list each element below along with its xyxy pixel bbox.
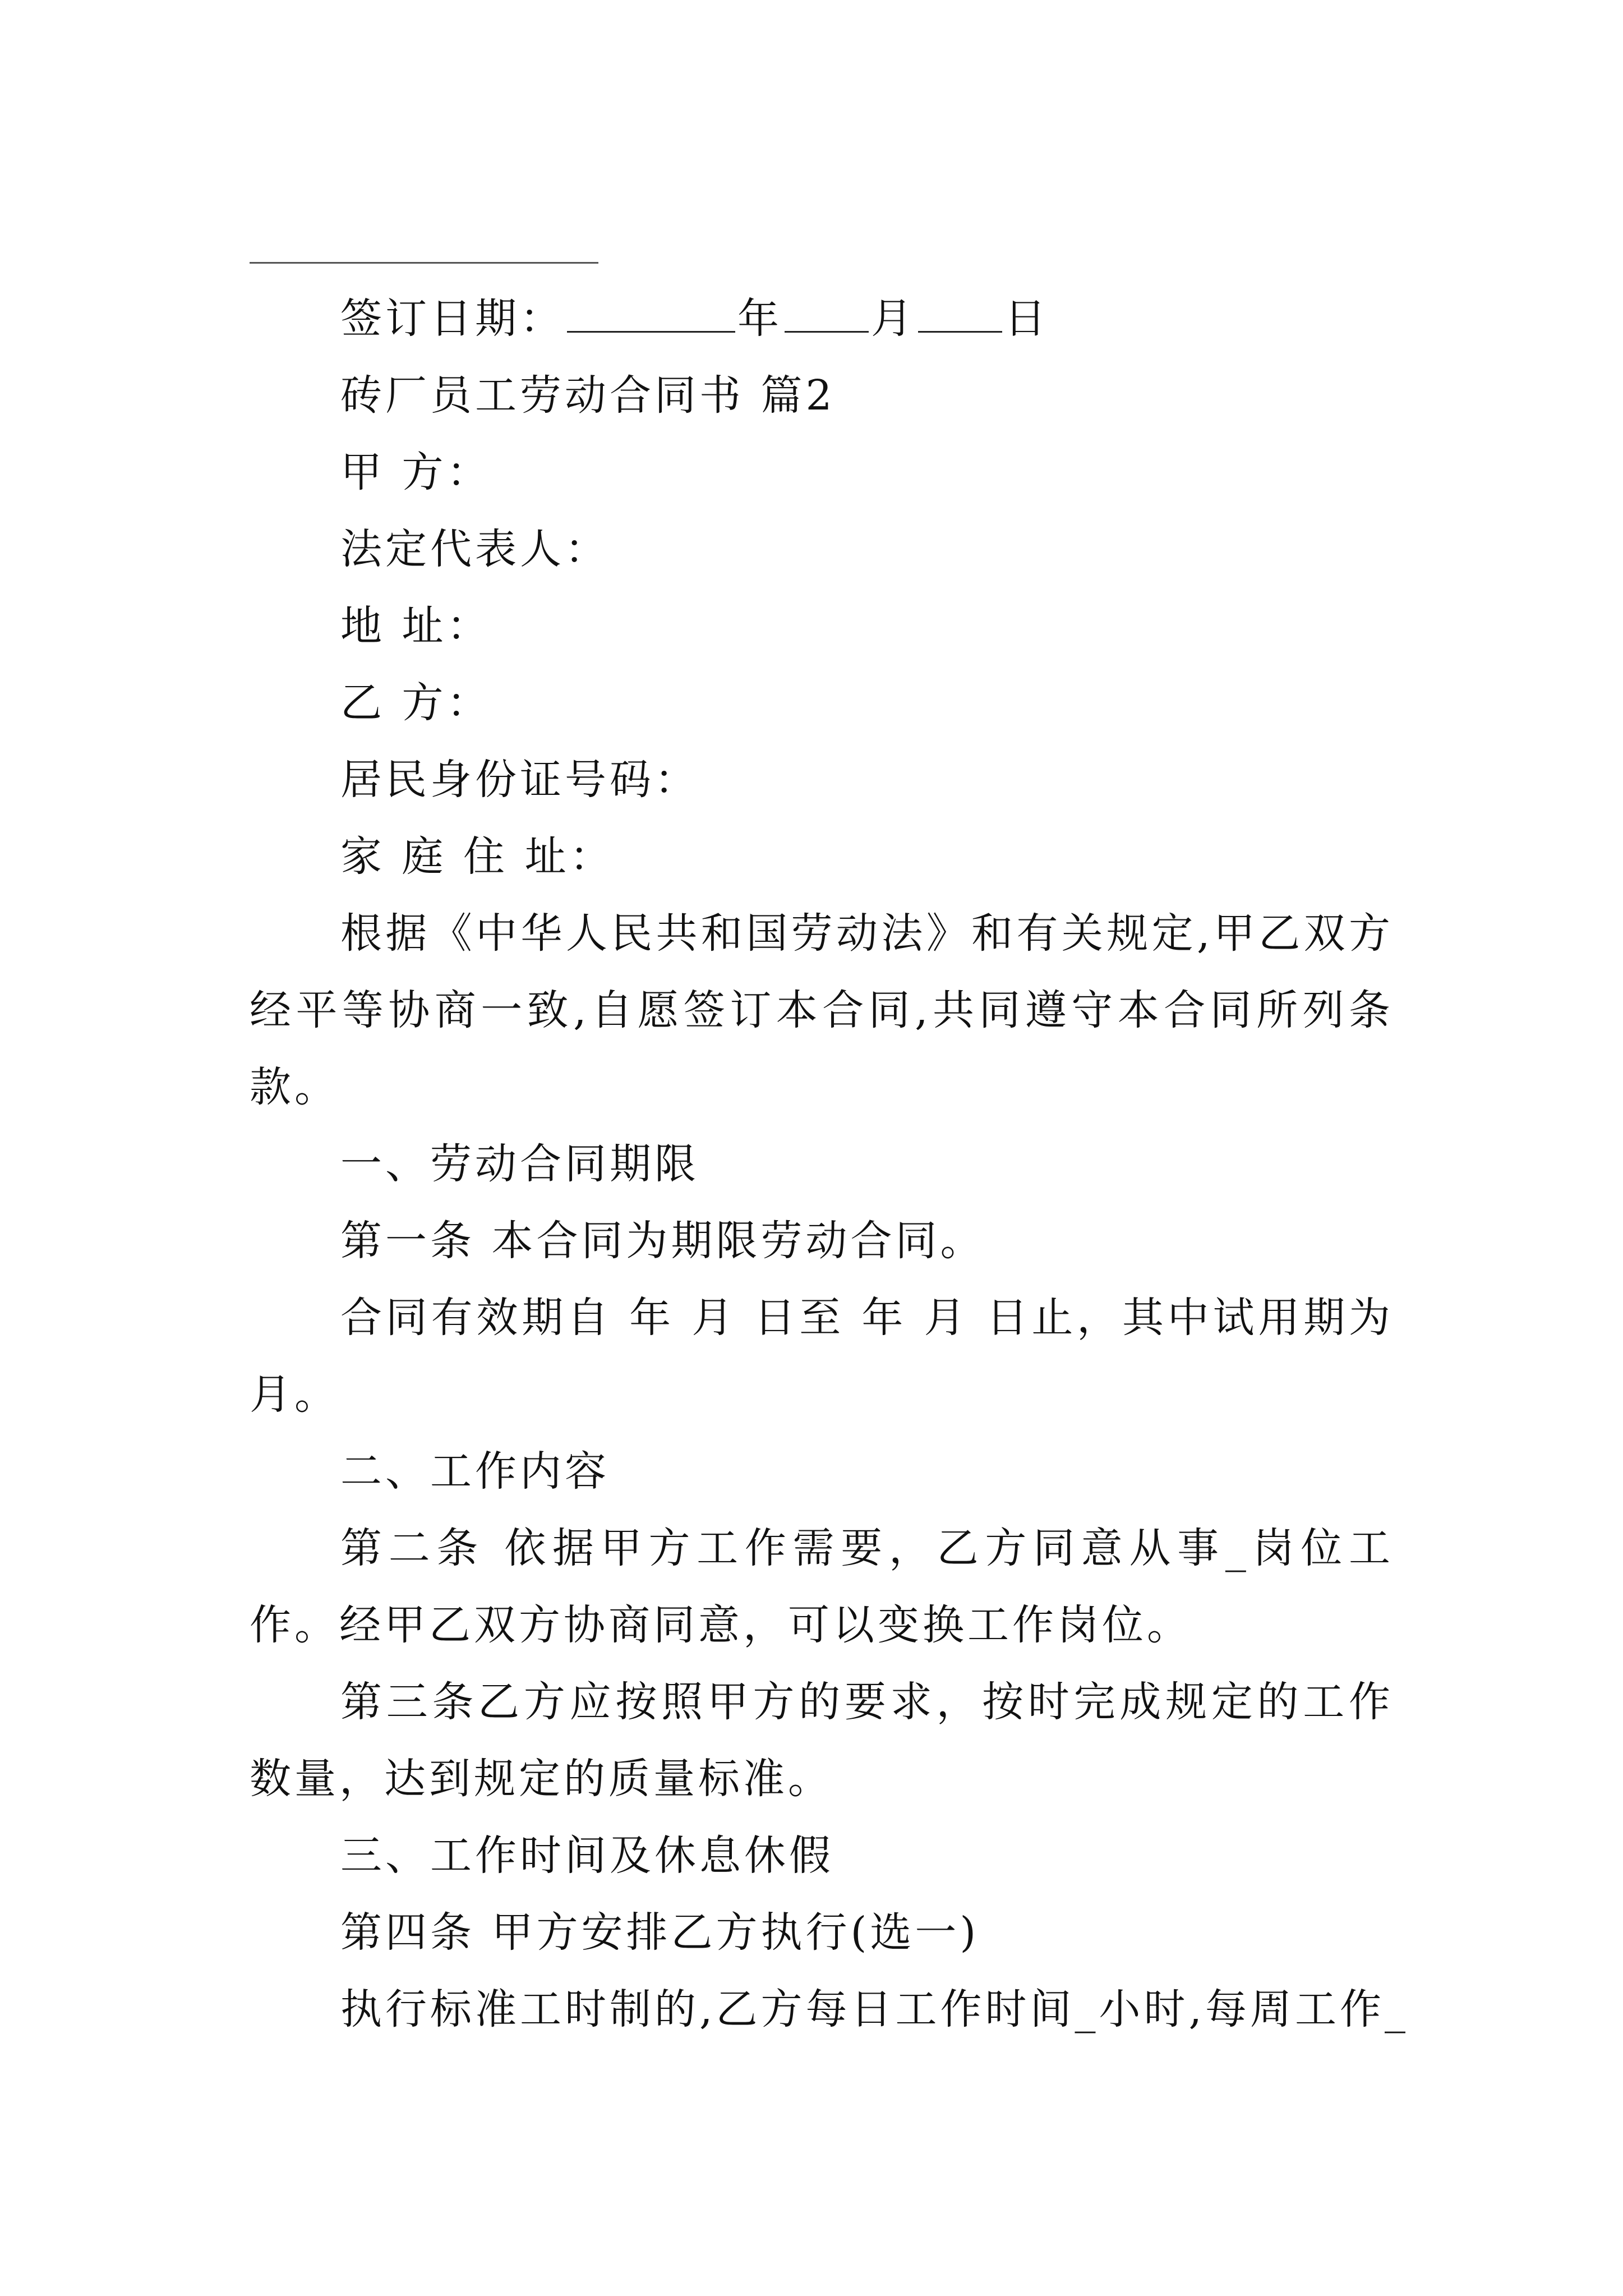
contract-title: 砖厂员工劳动合同书 篇2 <box>340 371 836 420</box>
sign-day-blank <box>918 296 1002 333</box>
section-3-heading: 三、工作时间及休息休假 <box>340 1832 834 1880</box>
sign-date-label: 签订日期： <box>340 295 565 343</box>
sign-day-label: 日 <box>1004 295 1049 343</box>
preamble-paragraph: 根据《中华人民共和国劳动法》和有关规定,甲乙双方经平等协商一致,自愿签订本合同,共同遵守本合同所列条款。 <box>250 909 1394 1111</box>
sign-date-line <box>250 280 1394 357</box>
sign-month-label: 月 <box>871 295 916 343</box>
section-2-heading: 二、工作内容 <box>340 1447 610 1496</box>
article-2: 第二条 依据甲方工作需要，乙方同意从事_岗位工作。经甲乙双方协商同意，可以变换工作岗位。 <box>250 1524 1394 1649</box>
article-4: 第四条 甲方安排乙方执行(选一) <box>340 1908 980 1957</box>
sign-year-blank <box>567 296 735 333</box>
address-field: 地 址： <box>340 602 492 650</box>
legal-representative-field: 法定代表人： <box>340 525 610 573</box>
party-a-field: 甲 方： <box>340 448 492 496</box>
article-1: 第一条 本合同为期限劳动合同。 <box>340 1217 985 1265</box>
home-address-field: 家 庭 住 址： <box>340 832 615 881</box>
top-divider <box>250 262 598 264</box>
article-4-standard-hours: 执行标准工时制的,乙方每日工作时间_小时,每周工作_ <box>340 1985 1409 2033</box>
sign-month-blank <box>785 296 869 333</box>
article-3: 第三条乙方应按照甲方的要求，按时完成规定的工作数量，达到规定的质量标准。 <box>250 1678 1394 1803</box>
article-1-term: 合同有效期自 年 月 日至 年 月 日止，其中试用期为月。 <box>250 1294 1394 1419</box>
section-1-heading: 一、劳动合同期限 <box>340 1140 699 1188</box>
contract-body <box>250 280 1409 2048</box>
sign-year-label: 年 <box>737 295 782 343</box>
party-b-field: 乙 方： <box>340 679 492 727</box>
id-number-field: 居民身份证号码： <box>340 756 699 804</box>
